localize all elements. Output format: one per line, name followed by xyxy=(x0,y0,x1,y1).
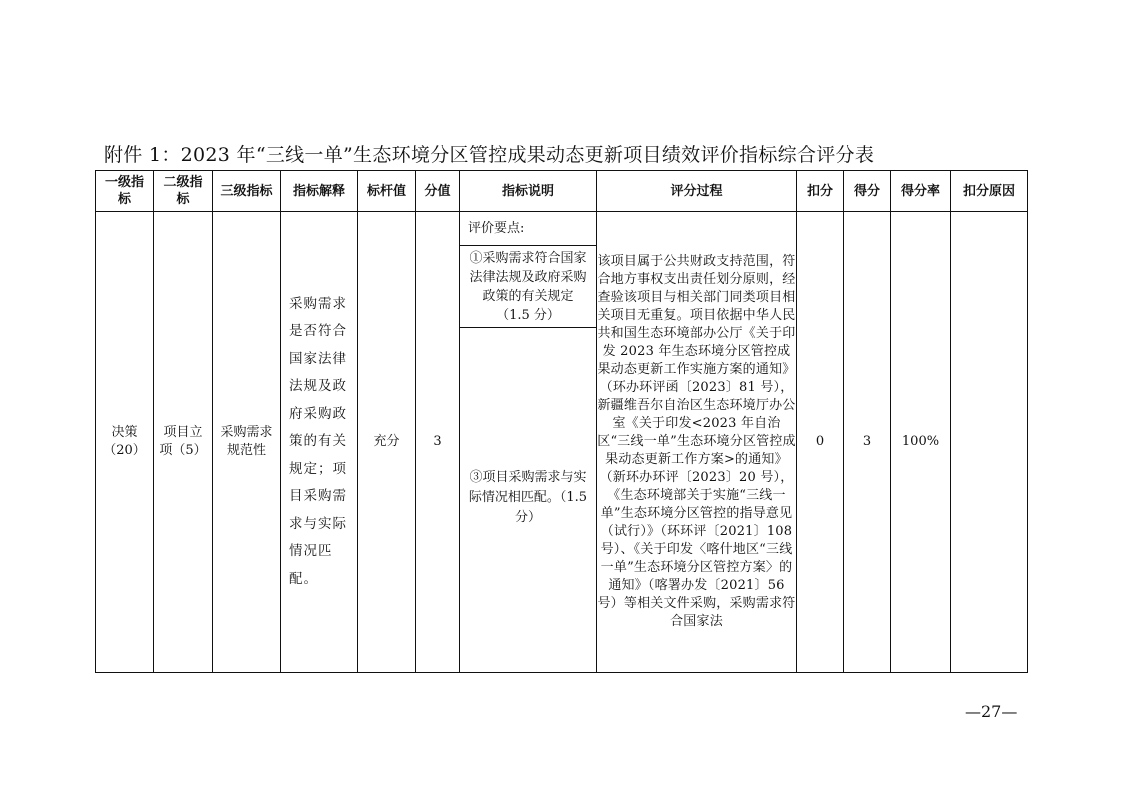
header-rate: 得分率 xyxy=(891,171,951,212)
spec-item-1: ①采购需求符合国家法律法规及政府采购政策的有关规定（1.5 分） xyxy=(460,246,596,328)
score-table xyxy=(95,170,1028,673)
page-number: —27— xyxy=(965,702,1018,721)
table-row xyxy=(96,212,1028,673)
header-obtained: 得分 xyxy=(844,171,891,212)
cell-deduction-reason xyxy=(951,212,1028,673)
header-deduction: 扣分 xyxy=(797,171,844,212)
cell-process: 该项目属于公共财政支持范围，符合地方事权支出责任划分原则，经查验该项目与相关部门同类项目相关项目无重复。项目依据中华人民共和国生态环境部办公厅《关于印发 2023 年生态环境分区管控成果动态更新工作实施方案的通知》（环办环评函〔2023〕81 号），新疆维吾尔自治区生态环境厅办公室《关于印发<2023 年自治区“三线一单”生态环境分区管控成果动态更新工作方案>的通知》（新环办环评〔2023〕20 号），《生态环境部关于实施“三线一单”生态环境分区管控的指导意见（试行）》（环环评〔2021〕108 号）、《关于印发〈喀什地区“三线一单”生态环境分区管控方案〉的通知》（喀署办发〔2021〕56 号）等相关文件采购，采购需求符合国家法 xyxy=(597,212,797,673)
spec-item-3: ③项目采购需求与实际情况相匹配。（1.5 分） xyxy=(468,470,588,525)
header-explanation: 指标解释 xyxy=(281,171,358,212)
header-benchmark: 标杆值 xyxy=(358,171,416,212)
cell-score: 3 xyxy=(416,212,460,673)
cell-spec xyxy=(460,212,597,673)
cell-level1: 决策（20） xyxy=(96,212,154,673)
cell-obtained: 3 xyxy=(844,212,891,673)
cell-level2: 项目立项（5） xyxy=(154,212,213,673)
header-level2: 二级指标 xyxy=(154,171,213,212)
header-deduction-reason: 扣分原因 xyxy=(951,171,1028,212)
cell-level3: 采购需求规范性 xyxy=(213,212,281,673)
cell-rate: 100% xyxy=(891,212,951,673)
cell-deduction: 0 xyxy=(797,212,844,673)
header-spec: 指标说明 xyxy=(460,171,597,212)
cell-benchmark: 充分 xyxy=(358,212,416,673)
header-row xyxy=(96,171,1028,212)
cell-explanation: 采购需求是否符合国家法律法规及政府采购政策的有关规定；项目采购需求与实际情况匹配。 xyxy=(281,212,358,673)
header-process: 评分过程 xyxy=(597,171,797,212)
header-score: 分值 xyxy=(416,171,460,212)
header-level1: 一级指标 xyxy=(96,171,154,212)
page-title: 附件 1：2023 年“三线一单”生态环境分区管控成果动态更新项目绩效评价指标综合评分表 xyxy=(104,144,875,166)
spec-heading: 评价要点: xyxy=(460,212,596,246)
header-level3: 三级指标 xyxy=(213,171,281,212)
